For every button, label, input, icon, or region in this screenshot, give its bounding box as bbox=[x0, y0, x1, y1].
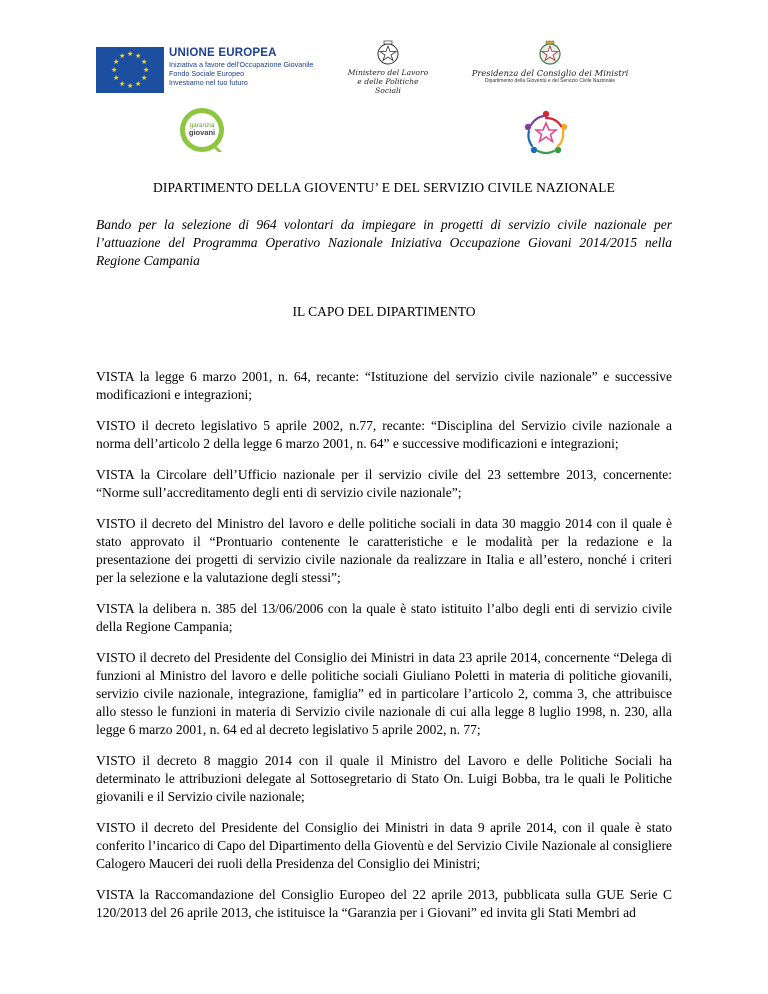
preamble-paragraph: VISTO il decreto del Ministro del lavoro e delle politiche sociali in data 30 maggio 2014 con il quale è stato approvato il “Prontuario contenente le caratteristiche e le modalità per la redazione e la presentazione dei progetti di servizio civile nazionale da realizzare in Italia e all’estero, nonché i criteri per la selezione e la valutazione degli stessi”; bbox=[96, 516, 672, 585]
preamble-paragraph: VISTO il decreto del Presidente del Consiglio dei Ministri in data 9 aprile 2014, con il quale è stato conferito l’incarico di Capo del Dipartimento della Gioventù e del Servizio Civile Nazionale al consigliere Calogero Mauceri dei ruoli della Presidenza del Consiglio dei Ministri; bbox=[96, 820, 672, 871]
star-figures-icon bbox=[523, 110, 569, 156]
preamble-paragraphs bbox=[96, 368, 672, 935]
italian-emblem-icon bbox=[375, 40, 401, 66]
eu-title: UNIONE EUROPEA bbox=[169, 47, 277, 59]
preamble-paragraph: VISTA la delibera n. 385 del 13/06/2006 con la quale è stato istituito l’albo degli enti di servizio civile della Regione Campania; bbox=[96, 601, 672, 634]
garanzia-text: garanzia bbox=[189, 122, 215, 129]
ministero-line2: e delle Politiche Sociali bbox=[357, 77, 419, 95]
eu-line: Fondo Sociale Europeo bbox=[169, 69, 245, 78]
preamble-paragraph: VISTA la Circolare dell’Ufficio nazionale per il servizio civile del 23 settembre 2013, concernente: “Norme sull’accreditamento degli enti di servizio civile nazionale”; bbox=[96, 467, 672, 500]
eu-logo bbox=[96, 47, 313, 93]
giovani-text: giovani bbox=[188, 128, 216, 137]
presidenza-logo bbox=[470, 40, 630, 85]
italian-emblem-icon bbox=[537, 40, 563, 66]
preamble-paragraph: VISTO il decreto del Presidente del Consiglio dei Ministri in data 23 aprile 2014, concernente “Delega di funzioni al Ministro del lavoro e delle politiche sociali Giuliano Poletti in materia di politiche giovanili, servizio civile nazionale, integrazione, famiglia” ed in particolare l’articolo 2, comma 3, che attribuisce allo stesso le funzioni in materia di Servizio civile nazionale di cui alla legge 8 luglio 1998, n. 230, alla legge 6 marzo 2001, n. 64 ed al decreto legislativo 5 aprile 2002, n. 77; bbox=[96, 650, 672, 737]
garanzia-giovani-logo bbox=[178, 106, 226, 154]
servizio-civile-logo bbox=[523, 110, 569, 156]
capo-heading: IL CAPO DEL DIPARTIMENTO bbox=[292, 304, 476, 319]
ministero-line1: Ministero del Lavoro bbox=[347, 68, 429, 77]
eu-line: Iniziativa a favore dell'Occupazione Giovanile bbox=[169, 60, 314, 69]
department-heading: DIPARTIMENTO DELLA GIOVENTU’ E DEL SERVIZIO CIVILE NAZIONALE bbox=[153, 180, 615, 195]
eu-flag-icon: ★ ★ ★ ★ ★ ★ ★ ★ ★ ★ ★ ★ bbox=[96, 47, 164, 93]
eu-line: Investiamo nel tuo futuro bbox=[169, 78, 248, 87]
bando-title: Bando per la selezione di 964 volontari da impiegare in progetti di servizio civile nazionale per l’attuazione del Programma Operativo Nazionale Iniziativa Occupazione Giovani 2014/2015 nella Regione Campania bbox=[96, 217, 672, 268]
presidenza-title: Presidenza del Consiglio dei Ministri bbox=[471, 68, 629, 78]
preamble-paragraph: VISTA la legge 6 marzo 2001, n. 64, recante: “Istituzione del servizio civile nazionale” e successive modificazioni e integrazioni; bbox=[96, 369, 672, 402]
presidenza-subtitle: Dipartimento della Gioventù e del Servizio Civile Nazionale bbox=[484, 78, 616, 84]
ministero-logo bbox=[345, 40, 431, 95]
preamble-paragraph: VISTA la Raccomandazione del Consiglio Europeo del 22 aprile 2013, pubblicata sulla GUE Serie C 120/2013 del 26 aprile 2013, che istituisce la “Garanzia per i Giovani” ed invita gli Stati Membri ad bbox=[96, 887, 672, 920]
preamble-paragraph: VISTO il decreto 8 maggio 2014 con il quale il Ministro del Lavoro e delle Politiche Sociali ha determinato le attribuzioni delegate al Sottosegretario di Stato On. Luigi Bobba, tra le quali le Politiche giovanili e il Servizio civile nazionale; bbox=[96, 753, 672, 804]
preamble-paragraph: VISTO il decreto legislativo 5 aprile 2002, n.77, recante: “Disciplina del Servizio civile nazionale a norma dell’articolo 2 della legge 6 marzo 2001, n. 64” e successive modificazioni e integrazioni; bbox=[96, 418, 672, 451]
